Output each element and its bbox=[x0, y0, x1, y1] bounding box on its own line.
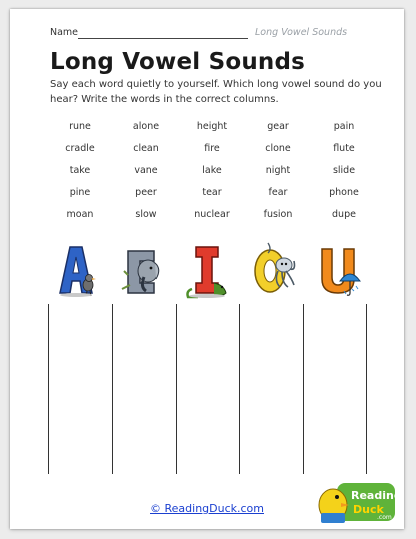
readingduck-logo bbox=[315, 479, 397, 527]
word: slide bbox=[332, 165, 356, 176]
column-divider bbox=[48, 304, 49, 474]
letter-e-elephant-icon bbox=[118, 241, 164, 299]
word-row bbox=[50, 143, 375, 165]
column-divider bbox=[303, 304, 304, 474]
word: nuclear bbox=[194, 209, 230, 220]
word-row bbox=[50, 209, 375, 231]
readingduck-link[interactable]: © ReadingDuck.com bbox=[150, 502, 264, 515]
word: moan bbox=[66, 209, 94, 220]
vowel-illustrations bbox=[10, 241, 404, 301]
word: lake bbox=[202, 165, 222, 176]
word: slow bbox=[135, 209, 157, 220]
word: fusion bbox=[263, 209, 293, 220]
column-divider bbox=[112, 304, 113, 474]
word: night bbox=[265, 165, 291, 176]
word: vane bbox=[134, 165, 158, 176]
column-divider bbox=[239, 304, 240, 474]
logo-text-bottom: Duck bbox=[353, 503, 384, 516]
word: clone bbox=[265, 143, 291, 154]
word: cradle bbox=[65, 143, 95, 154]
column-divider bbox=[176, 304, 177, 474]
word: dupe bbox=[332, 209, 356, 220]
word-row bbox=[50, 187, 375, 209]
name-row bbox=[50, 27, 350, 41]
word: rune bbox=[69, 121, 91, 132]
worksheet-page bbox=[10, 9, 404, 529]
word: fire bbox=[204, 143, 220, 154]
name-label: Name bbox=[50, 27, 79, 38]
letter-a-bird-icon bbox=[52, 241, 98, 299]
word: pine bbox=[69, 187, 91, 198]
word: phone bbox=[329, 187, 359, 198]
logo-text-top: Reading bbox=[351, 489, 397, 502]
word: take bbox=[69, 165, 91, 176]
word: fear bbox=[268, 187, 288, 198]
worksheet-header-title: Long Vowel Sounds bbox=[255, 27, 348, 38]
word: flute bbox=[333, 143, 355, 154]
word: tear bbox=[202, 187, 222, 198]
word: peer bbox=[135, 187, 157, 198]
word-row bbox=[50, 121, 375, 143]
word: pain bbox=[333, 121, 355, 132]
letter-o-octopus-icon bbox=[250, 241, 296, 299]
instructions: Say each word quietly to yourself. Which long vowel sound do you hear? Write the words in the correct columns. bbox=[50, 79, 382, 105]
letter-u-umbrella-icon bbox=[316, 241, 362, 299]
name-blank-line bbox=[78, 38, 248, 39]
word-bank bbox=[50, 121, 375, 233]
word: alone bbox=[132, 121, 160, 132]
word: height bbox=[196, 121, 228, 132]
word: clean bbox=[133, 143, 159, 154]
letter-i-iguana-icon bbox=[184, 241, 230, 299]
page-title: Long Vowel Sounds bbox=[50, 49, 306, 75]
column-divider bbox=[366, 304, 367, 474]
answer-columns bbox=[10, 304, 404, 476]
logo-text-suffix: .com bbox=[377, 514, 392, 521]
word-row bbox=[50, 165, 375, 187]
word: gear bbox=[267, 121, 289, 132]
